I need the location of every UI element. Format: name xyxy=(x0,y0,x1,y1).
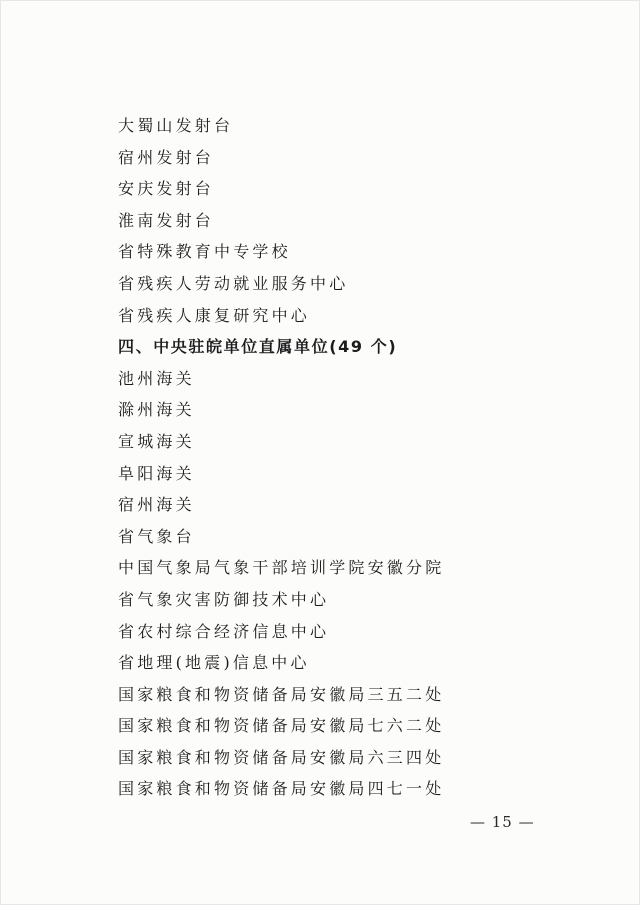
section-heading: 四、中央驻皖单位直属单位(49 个) xyxy=(118,337,398,357)
unit-list xyxy=(118,110,444,805)
list-item: 省农村综合经济信息中心 xyxy=(118,621,330,641)
list-item: 国家粮食和物资储备局安徽局四七一处 xyxy=(118,779,445,799)
list-item: 宿州海关 xyxy=(118,495,195,515)
list-item: 国家粮食和物资储备局安徽局七六二处 xyxy=(118,716,445,736)
list-item: 宿州发射台 xyxy=(118,147,215,167)
list-item: 安庆发射台 xyxy=(118,179,215,199)
list-item: 省地理(地震)信息中心 xyxy=(118,653,310,673)
list-item: 滁州海关 xyxy=(118,400,195,420)
list-item: 国家粮食和物资储备局安徽局六三四处 xyxy=(118,747,445,767)
list-item: 省气象台 xyxy=(118,526,195,546)
page-number: — 15 — xyxy=(470,813,535,831)
list-item: 省残疾人劳动就业服务中心 xyxy=(118,273,349,293)
list-item: 大蜀山发射台 xyxy=(118,116,234,135)
list-item: 中国气象局气象干部培训学院安徽分院 xyxy=(118,558,445,578)
list-item: 阜阳海关 xyxy=(118,463,195,483)
list-item: 池州海关 xyxy=(118,368,195,388)
list-item: 淮南发射台 xyxy=(118,210,215,230)
list-item: 省残疾人康复研究中心 xyxy=(118,305,311,325)
list-item: 宣城海关 xyxy=(118,431,195,451)
list-item: 省气象灾害防御技术中心 xyxy=(118,589,330,609)
list-item: 国家粮食和物资储备局安徽局三五二处 xyxy=(118,684,445,704)
list-item: 省特殊教育中专学校 xyxy=(118,242,291,262)
